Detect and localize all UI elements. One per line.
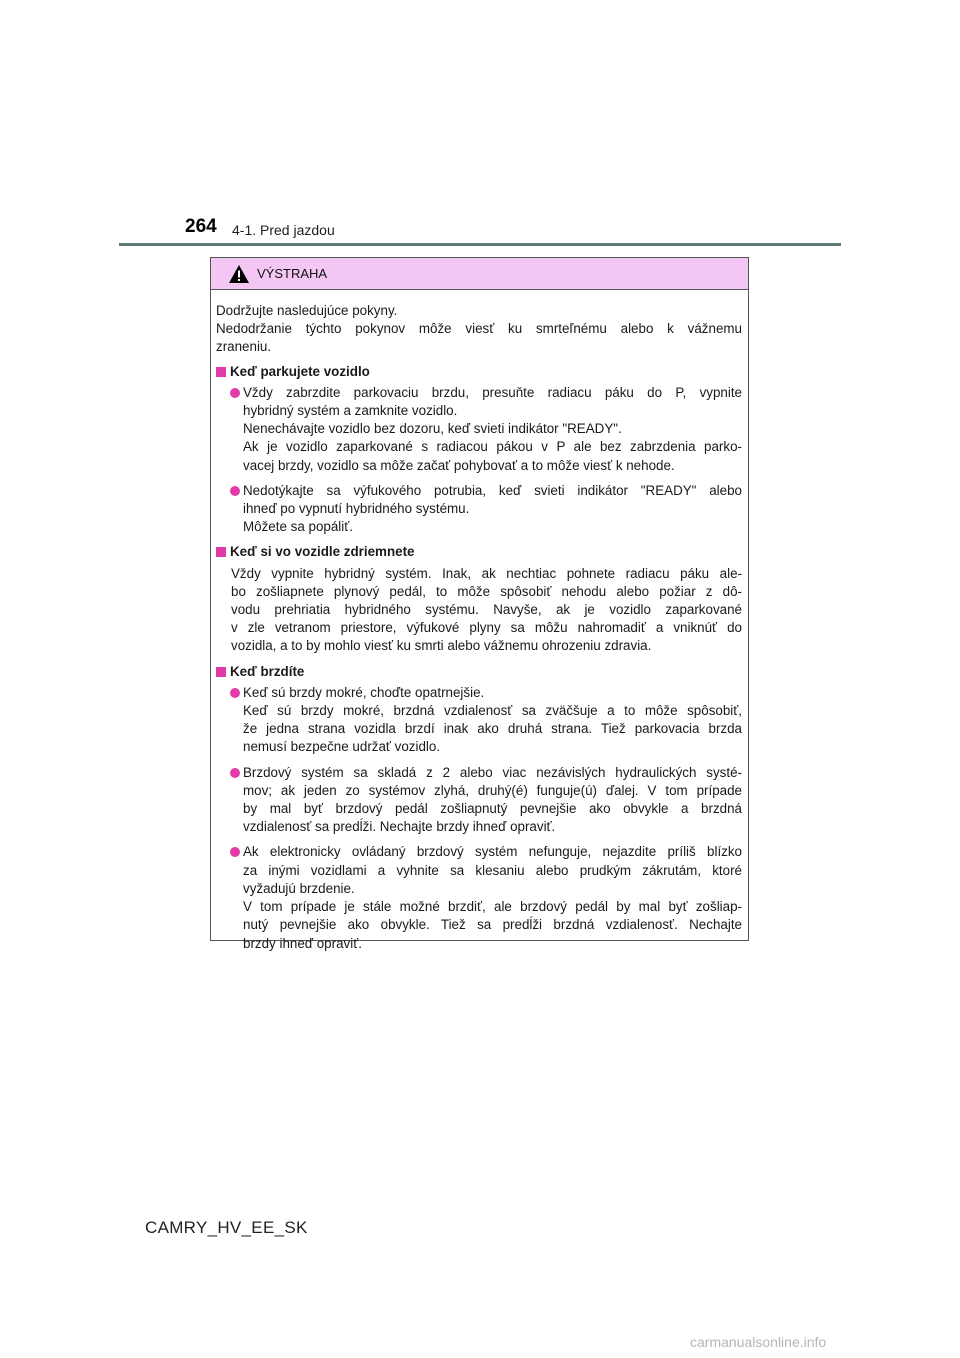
item-line: Vždy zabrzdite parkovaciu brzdu, presuňte radiacu páku do P, vypnite	[243, 384, 742, 400]
warning-intro	[216, 302, 742, 357]
round-bullet-icon	[230, 768, 240, 778]
section-heading	[216, 663, 742, 681]
item-line: Keď sú brzdy mokré, choďte opatrnejšie.	[243, 684, 485, 700]
round-bullet-icon	[230, 486, 240, 496]
section-braking	[216, 663, 742, 953]
item-line: Ak je vozidlo zaparkované s radiacou pákou v P ale bez zabrzdenia parko-	[243, 439, 742, 455]
item-line: Môžete sa popáliť.	[243, 519, 353, 535]
item-line: vyžadujú brzdenie.	[243, 880, 355, 896]
paragraph-line: Vždy vypnite hybridný systém. Inak, ak nechtiac pohnete radiacu páku ale-	[231, 565, 742, 581]
item-line: Nedotýkajte sa výfukového potrubia, keď svieti indikátor "READY" alebo	[243, 482, 742, 498]
item-line: mov; ak jeden zo systémov zlyhá, druhý(é) funguje(ú) ďalej. V tom prípade	[243, 782, 742, 798]
square-bullet-icon	[216, 367, 226, 377]
section-heading-text: Keď parkujete vozidlo	[230, 363, 370, 379]
round-bullet-icon	[230, 388, 240, 398]
section-paragraph	[216, 565, 742, 656]
section-heading-text: Keď si vo vozidle zdriemnete	[230, 544, 415, 560]
item-line: Keď sú brzdy mokré, brzdná vzdialenosť sa zväčšuje a to môže spôsobiť,	[243, 703, 742, 719]
warning-header	[211, 258, 748, 290]
section-title: 4-1. Pred jazdou	[232, 222, 335, 238]
item-line: Nenechávajte vozidlo bez dozoru, keď svieti indikátor "READY".	[243, 421, 622, 437]
list-item	[216, 684, 742, 757]
section-heading	[216, 363, 742, 381]
item-line: nemusí bezpečne udržať vozidlo.	[243, 739, 441, 755]
warning-title: VÝSTRAHA	[257, 266, 328, 281]
section-heading-text: Keď brzdíte	[230, 663, 305, 679]
paragraph-line: bo zošliapnete plynový pedál, to môže spôsobiť nehodu alebo požiar z dô-	[231, 583, 742, 599]
page-number: 264	[185, 216, 217, 237]
warning-body	[211, 290, 748, 953]
list-item	[216, 764, 742, 837]
item-line: vzdialenosť sa predĺži. Nechajte brzdy ihneď opraviť.	[243, 819, 556, 835]
item-line: že jedna strana vozidla brzdí inak ako druhá strana. Tiež parkovacia brzda	[243, 721, 742, 737]
header-rule	[119, 243, 841, 246]
item-line: nutý pevnejšie ako obvykle. Tiež sa predĺži brzdná vzdialenosť. Nechajte	[243, 917, 742, 933]
item-line: by mal byť brzdový pedál zošliapnutý pevnejšie ako obvykle a brzdná	[243, 801, 742, 817]
intro-line: Dodržujte nasledujúce pokyny.	[216, 303, 398, 318]
paragraph-line: vozidla, a to by mohlo viesť ku smrti alebo vážnemu ohrozeniu zdravia.	[231, 638, 652, 654]
round-bullet-icon	[230, 847, 240, 857]
item-line: V tom prípade je stále možné brzdiť, ale brzdový pedál by mal byť zošliap-	[243, 899, 742, 915]
warning-triangle-icon	[228, 264, 250, 284]
paragraph-line: v zle vetranom priestore, výfukové plyny sa môžu nahromadiť a vniknúť do	[231, 620, 742, 636]
item-line: brzdy ihneď opraviť.	[243, 935, 362, 951]
footer-document-code: CAMRY_HV_EE_SK	[145, 1218, 308, 1237]
intro-line: zraneniu.	[216, 339, 272, 355]
watermark[interactable]: carmanualsonline.info	[690, 1334, 827, 1350]
section-heading	[216, 543, 742, 561]
list-item	[216, 482, 742, 537]
list-item	[216, 843, 742, 952]
warning-box	[210, 257, 749, 951]
round-bullet-icon	[230, 688, 240, 698]
item-line: hybridný systém a zamknite vozidlo.	[243, 403, 458, 419]
square-bullet-icon	[216, 547, 226, 557]
section-parking	[216, 363, 742, 537]
list-item	[216, 384, 742, 475]
item-line: Brzdový systém sa skladá z 2 alebo viac nezávislých hydraulických systé-	[243, 764, 742, 780]
item-line: za inými vozidlami a vyhnite sa klesaniu alebo prudkým zákrutám, ktoré	[243, 862, 742, 878]
item-line: Ak elektronicky ovládaný brzdový systém nefunguje, nejazdite príliš blízko	[243, 844, 742, 860]
square-bullet-icon	[216, 667, 226, 677]
item-line: vacej brzdy, vozidlo sa môže začať pohybovať a to môže viesť k nehode.	[243, 457, 675, 473]
intro-line: Nedodržanie týchto pokynov môže viesť ku smrteľnému alebo k vážnemu	[216, 321, 742, 337]
paragraph-line: vodu prehriatia hybridného systému. Navyše, ak je vozidlo zaparkované	[231, 602, 742, 618]
section-napping	[216, 543, 742, 655]
item-line: ihneď po vypnutí hybridného systému.	[243, 501, 470, 517]
